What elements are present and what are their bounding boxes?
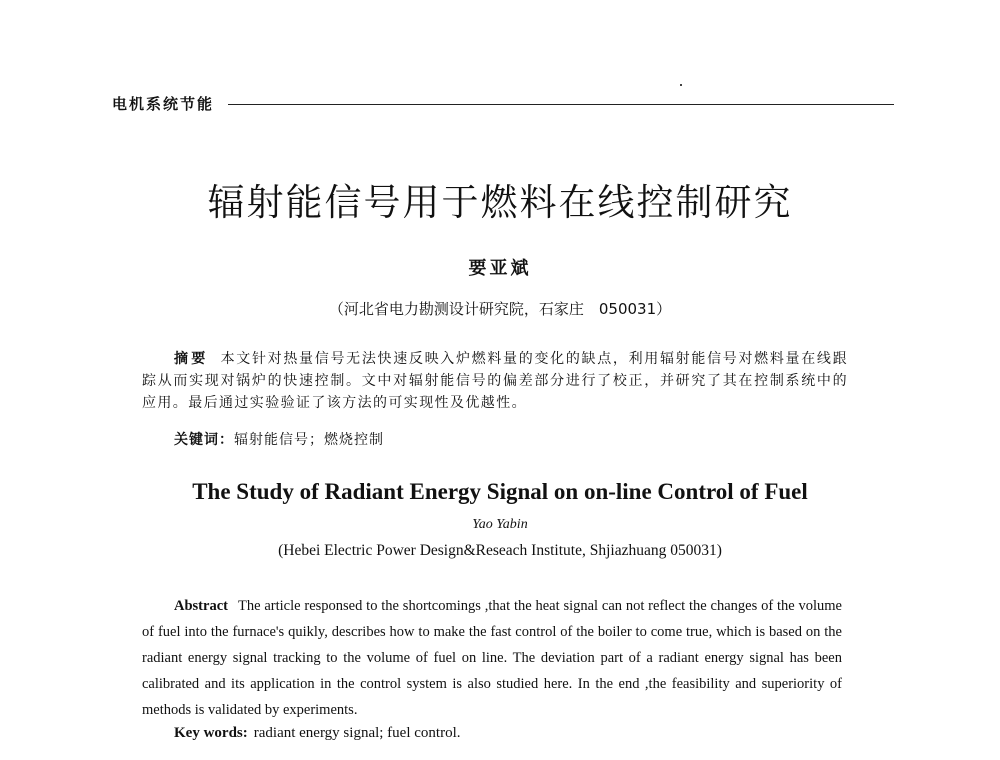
chinese-keywords-label: 关键词： [174,432,234,448]
scan-speck [680,84,682,86]
english-affiliation: (Hebei Electric Power Design&Reseach Institute, Shjiazhuang 050031) [278,542,722,559]
chinese-abstract-label: 摘要 [174,351,209,367]
section-header [112,92,894,114]
chinese-keywords [174,429,384,449]
english-keywords-text: radiant energy signal; fuel control. [253,725,461,741]
header-rule [228,104,894,105]
chinese-keywords-text: 辐射能信号；燃烧控制 [234,432,384,448]
english-abstract-label: Abstract [174,598,228,614]
english-author: Yao Yabin [472,517,528,532]
chinese-abstract-text: 本文针对热量信号无法快速反映入炉燃料量的变化的缺点，利用辐射能信号对燃料量在线跟踪从而实现对锅炉的快速控制。文中对辐射能信号的偏差部分进行了校正，并研究了其在控制系统中的应用。最后通过实验验证了该方法的可实现性及优越性。 [142,351,849,411]
chinese-title: 辐射能信号用于燃料在线控制研究 [207,181,793,224]
english-keywords [174,725,461,742]
section-label: 电机系统节能 [112,94,215,113]
english-abstract [142,593,842,723]
english-title: The Study of Radiant Energy Signal on on-line Control of Fuel [192,479,808,504]
chinese-abstract [142,348,848,414]
chinese-author: 要亚斌 [468,258,532,279]
chinese-affiliation: （河北省电力勘测设计研究院，石家庄 050031） [328,300,672,318]
english-abstract-text: The article responsed to the shortcomings ,that the heat signal can not reflect the changes of the volume of fuel into the furnace's quikly, describes how to make the fast control of the boiler to come true, which is based on the radiant energy signal tracking to the volume of fuel on line. The deviation part of a radiant energy signal has been calibrated and its application in the control system is also studied here. In the end ,the feasibility and superiority of methods is validated by experiments. [142,598,842,718]
english-keywords-label: Key words: [174,725,248,741]
